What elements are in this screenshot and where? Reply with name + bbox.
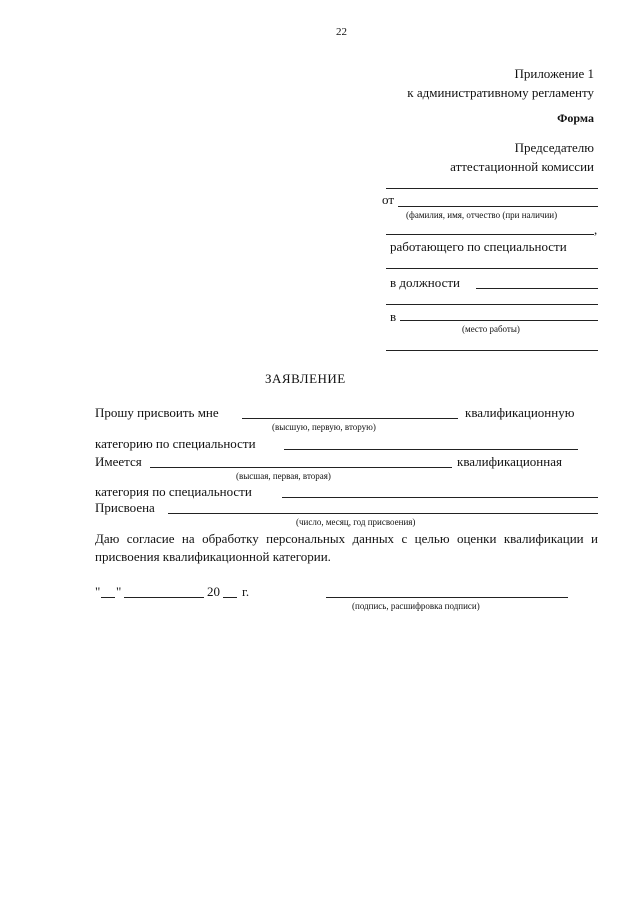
date-quote-open: " xyxy=(95,584,101,599)
page-number: 22 xyxy=(336,26,347,38)
request-prefix: Прошу присвоить мне xyxy=(95,405,219,420)
day-line xyxy=(101,597,115,598)
assigned-label: Присвоена xyxy=(95,500,155,515)
addressee-blank-line xyxy=(386,188,598,189)
document-title: ЗАЯВЛЕНИЕ xyxy=(265,371,346,386)
date-hint: (число, месяц, год присвоения) xyxy=(296,517,416,527)
position-line xyxy=(476,288,598,289)
consent-paragraph: Даю согласие на обработку персональных данных с целью оценки квалификации и присвоения квалификационной категории. xyxy=(95,531,598,564)
category-hint-2: (высшая, первая, вторая) xyxy=(236,471,331,481)
addressee-line-2: аттестационной комиссии xyxy=(450,159,594,174)
workplace-hint: (место работы) xyxy=(462,324,520,334)
position-label: в должности xyxy=(390,275,460,290)
specialty-line-1: категорию по специальности xyxy=(95,436,256,451)
has-label: Имеется xyxy=(95,454,142,469)
specialty-label: работающего по специальности xyxy=(390,239,567,254)
year-suffix: г. xyxy=(242,584,250,599)
regulation-label: к административному регламенту xyxy=(407,85,594,100)
position-line-2 xyxy=(386,304,598,305)
request-suffix: квалификационную xyxy=(465,405,575,420)
workplace-line xyxy=(400,320,598,321)
signature-line xyxy=(326,597,568,598)
addressee-line-1: Председателю xyxy=(514,140,594,155)
form-label: Форма xyxy=(557,111,594,125)
from-label: от xyxy=(382,192,395,207)
month-line xyxy=(124,597,204,598)
fio-line-2 xyxy=(386,234,594,235)
workplace-line-2 xyxy=(386,350,598,351)
fio-hint: (фамилия, имя, отчество (при наличии) xyxy=(406,210,558,220)
year-prefix: 20 xyxy=(207,584,220,599)
comma: , xyxy=(594,222,598,237)
has-category-line xyxy=(150,467,452,468)
signature-hint: (подпись, расшифровка подписи) xyxy=(352,601,480,611)
specialty-line-2: категория по специальности xyxy=(95,484,252,499)
has-suffix: квалификационная xyxy=(457,454,562,469)
specialty-line-1-blank xyxy=(284,449,578,450)
category-hint-1: (высшую, первую, вторую) xyxy=(272,422,376,432)
assigned-date-line xyxy=(168,513,598,514)
in-label: в xyxy=(390,309,397,324)
date-quote-close: " xyxy=(116,584,122,599)
appendix-label: Приложение 1 xyxy=(514,66,594,81)
specialty-line xyxy=(386,268,598,269)
year-line xyxy=(223,597,237,598)
request-category-line xyxy=(242,418,458,419)
specialty-line-2-blank xyxy=(282,497,598,498)
fio-line xyxy=(398,206,598,207)
